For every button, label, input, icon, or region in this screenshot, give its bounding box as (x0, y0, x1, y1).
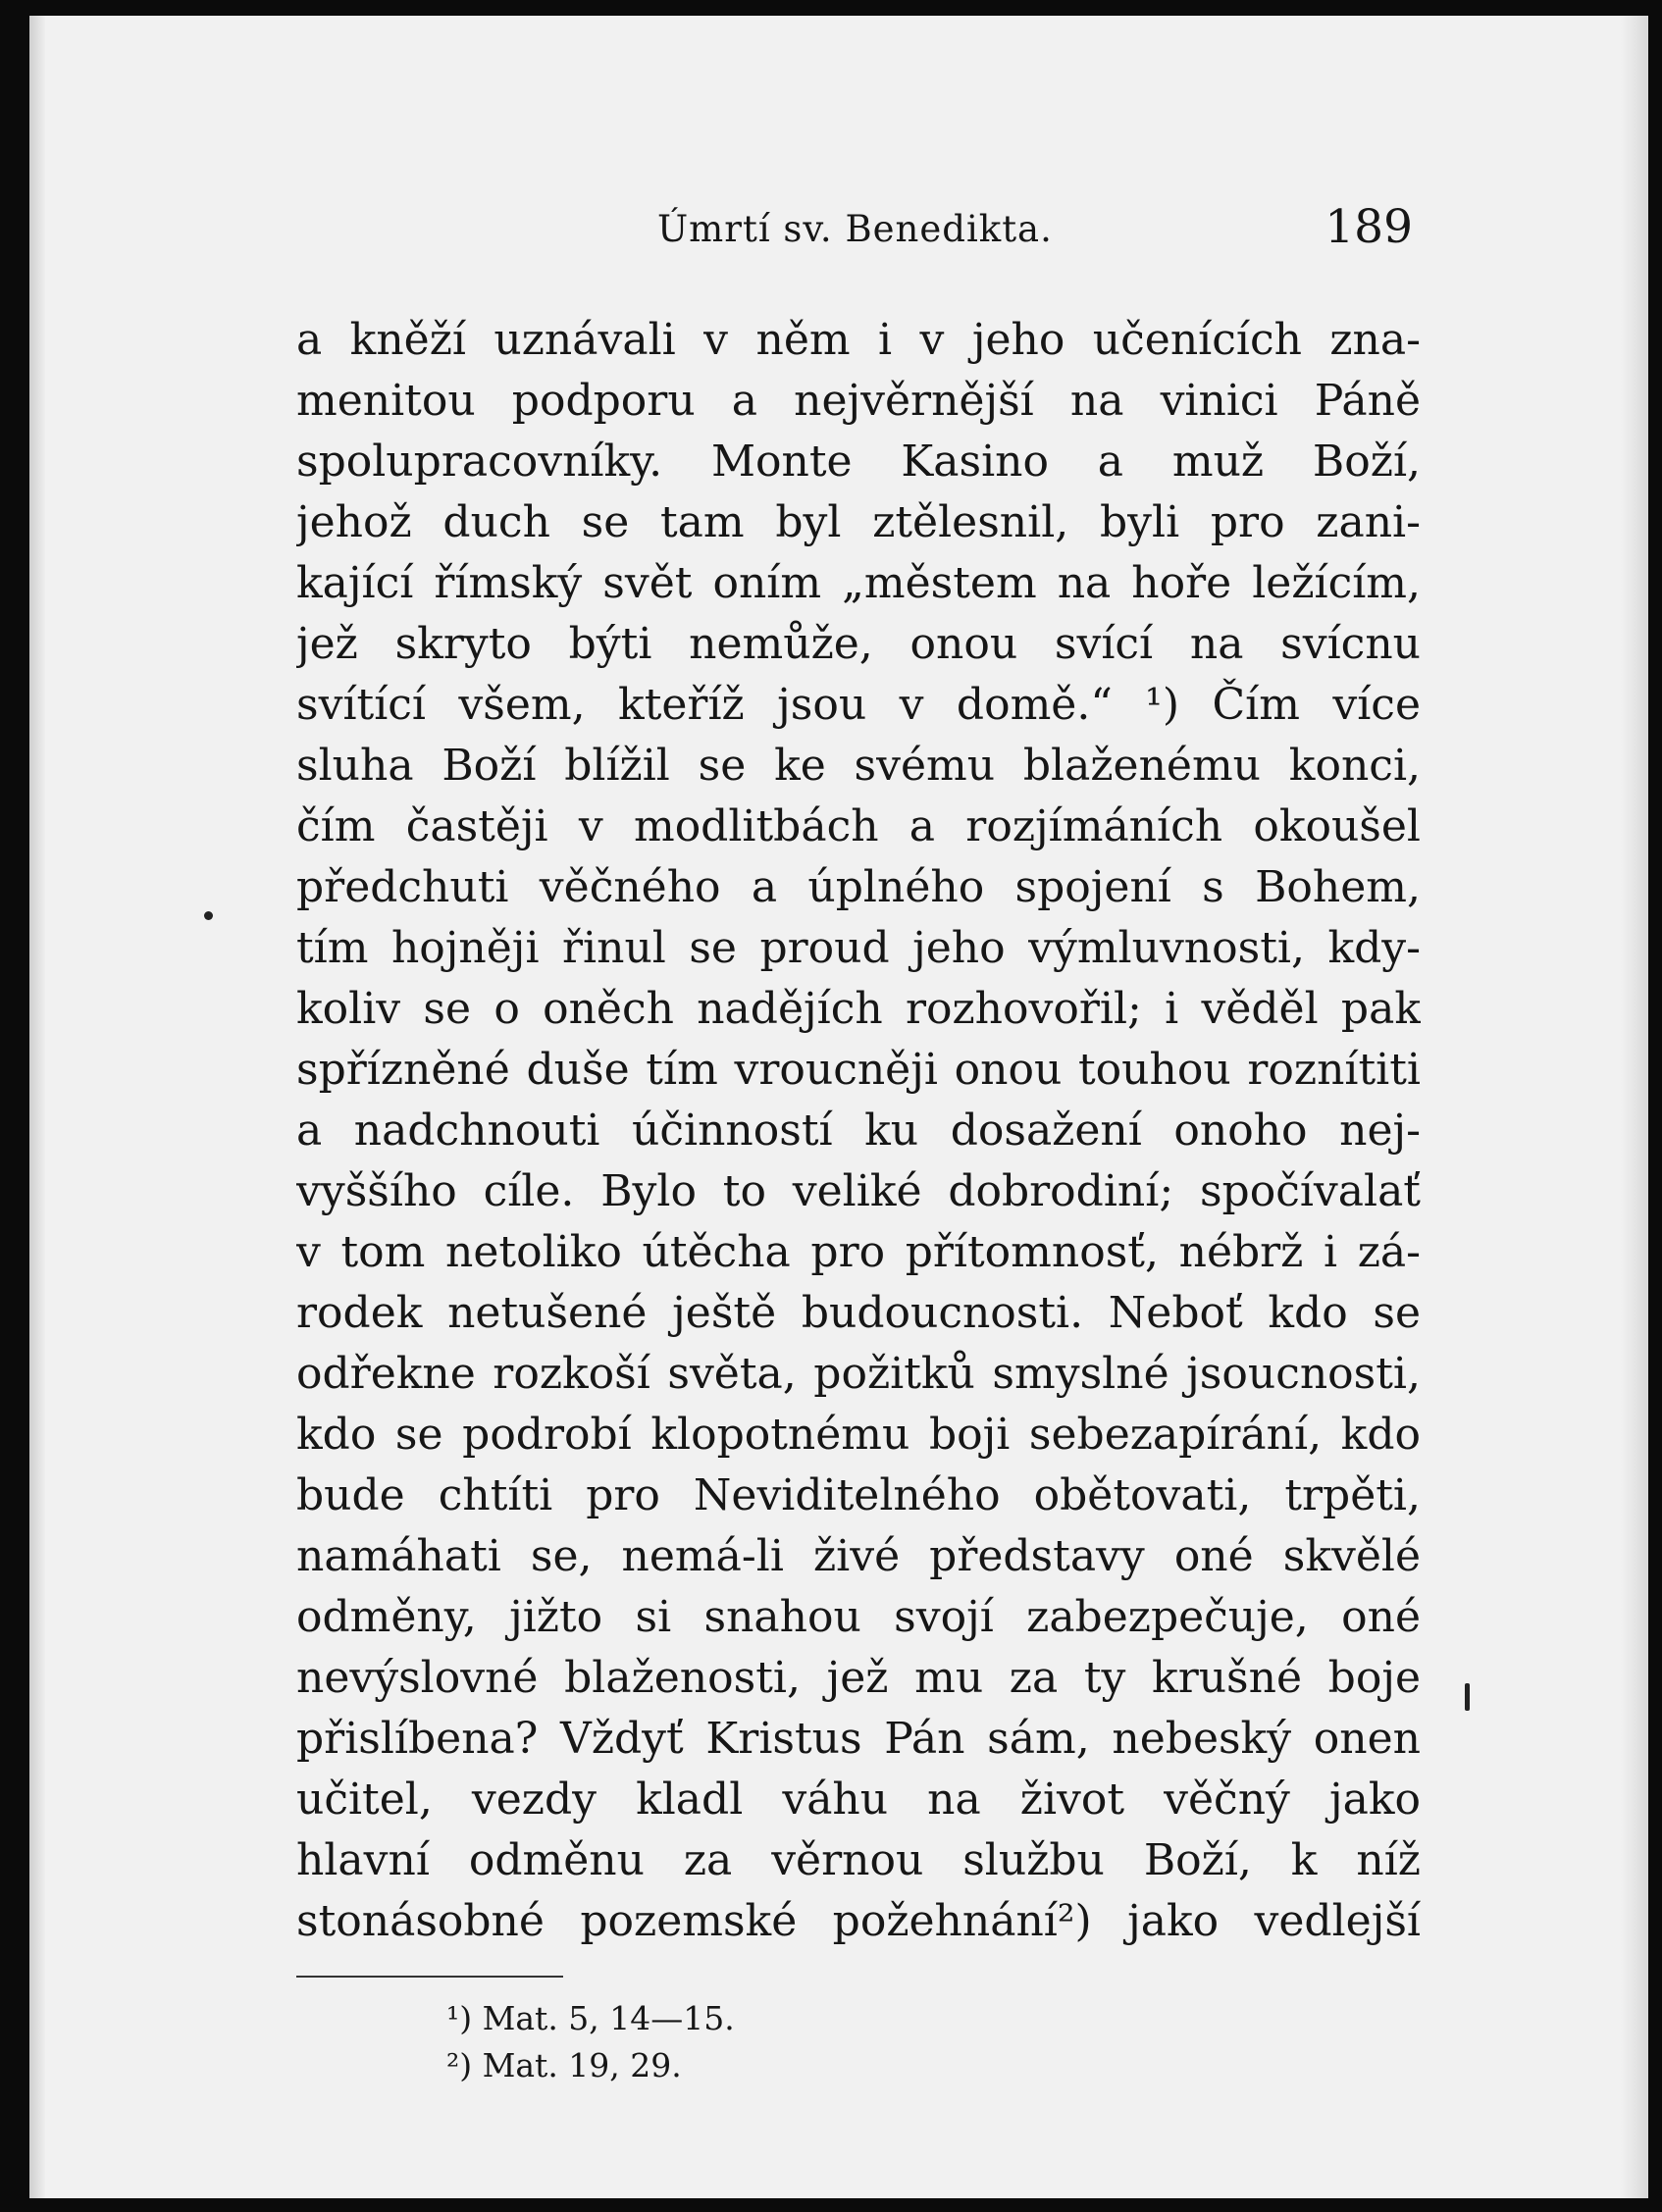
text-line: svítící všem, kteříž jsou v domě.“ ¹) Čím více (296, 680, 1421, 730)
text-line: spřízněné duše tím vroucněji onou touhou roznítiti (296, 1045, 1421, 1095)
text-line: spolupracovníky. Monte Kasino a muž Boží, (296, 437, 1421, 487)
text-line: v tom netoliko útěcha pro přítomnosť, nébrž i zá- (296, 1227, 1421, 1277)
text-line: kdo se podrobí klopotnému boji sebezapírání, kdo (296, 1410, 1421, 1460)
page-gutter (29, 16, 45, 2198)
text-line: nevýslovné blaženosti, jež mu za ty krušné boje (296, 1653, 1421, 1703)
text-line: koliv se o oněch nadějích rozhovořil; i věděl pak (296, 984, 1421, 1034)
text-line: odměny, jižto si snahou svojí zabezpečuje, oné (296, 1592, 1421, 1642)
text-line: učitel, vezdy kladl váhu na život věčný jako (296, 1775, 1421, 1825)
text-line: rodek netušené ještě budoucnosti. Neboť kdo se (296, 1288, 1421, 1338)
text-line: hlavní odměnu za věrnou službu Boží, k níž (296, 1835, 1421, 1885)
text-line: menitou podporu a nejvěrnější na vinici Páně (296, 376, 1421, 426)
ink-speck (1465, 1683, 1470, 1711)
ink-speck (204, 911, 213, 920)
page-header (294, 200, 1413, 259)
text-line: jež skryto býti nemůže, onou svící na svícnu (296, 619, 1421, 669)
text-line: vyššího cíle. Bylo to veliké dobrodiní; spočívalať (296, 1166, 1421, 1216)
page-number: 189 (1324, 200, 1413, 254)
text-line: bude chtíti pro Neviditelného obětovati, trpěti, (296, 1470, 1421, 1520)
text-line: přislíbena? Vždyť Kristus Pán sám, nebeský onen (296, 1714, 1421, 1764)
text-line: sluha Boží blížil se ke svému blaženému konci, (296, 741, 1421, 791)
text-line: předchuti věčného a úplného spojení s Bohem, (296, 862, 1421, 912)
text-line: tím hojněji řinul se proud jeho výmluvnosti, kdy- (296, 923, 1421, 973)
text-line: jehož duch se tam byl ztělesnil, byli pro zani- (296, 497, 1421, 547)
page-edge (1621, 16, 1648, 2198)
text-line: čím častěji v modlitbách a rozjímáních okoušel (296, 801, 1421, 851)
running-title: Úmrtí sv. Benedikta. (657, 208, 1053, 250)
text-line: stonásobné pozemské požehnání²) jako vedlejší (296, 1896, 1421, 1946)
body-text (296, 310, 1421, 1952)
text-line: kající římský svět oním „městem na hoře ležícím, (296, 558, 1421, 608)
text-line: namáhati se, nemá-li živé představy oné skvělé (296, 1531, 1421, 1581)
footnote: ²) Mat. 19, 29. (446, 2046, 682, 2084)
book-page (29, 16, 1648, 2198)
footnote: ¹) Mat. 5, 14—15. (446, 1999, 735, 2037)
footnote-divider (296, 1976, 563, 1978)
text-line: odřekne rozkoší světa, požitků smyslné jsoucnosti, (296, 1349, 1421, 1399)
footnotes (446, 1995, 735, 2089)
text-line: a nadchnouti účinností ku dosažení onoho nej- (296, 1106, 1421, 1156)
text-line: a kněží uznávali v něm i v jeho učenících zna- (296, 315, 1421, 365)
